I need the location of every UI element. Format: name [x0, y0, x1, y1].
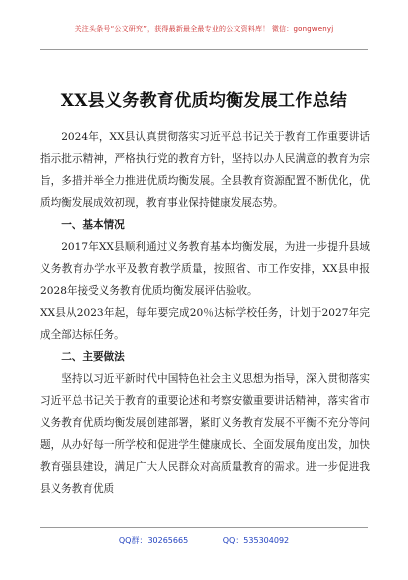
header-note: 关注头条号“公文研究”，获得最新最全最专业的公文资料库！ 微信：gongwenyj — [74, 25, 334, 33]
section2-paragraph-1: 坚持以习近平新时代中国特色社会主义思想为指导，深入贯彻落实习近平总书记关于教育的重要论述和考察安徽重要讲话精神，落实省市义务教育优质均衡发展创建部署，紧盯义务教育发展不平衡不充分等问题，从办好每一所学校和促进学生健康成长、全面发展角度出发，加快教育强县建设，满足广大人民群众对高质量教育的需求。进一步促进我县义务教育优质 — [40, 373, 370, 495]
section-heading-basic: 一、基本情况 — [61, 219, 125, 231]
document-title: XX县义务教育优质均衡发展工作总结 — [60, 91, 348, 111]
footer-qq-group: QQ群：30265665 — [118, 536, 189, 545]
footer — [0, 535, 408, 546]
document-body — [40, 126, 370, 500]
section-heading-practices: 二、主要做法 — [61, 351, 125, 363]
section1-paragraph-2: XX县从2023年起，每年要完成20％达标学校任务，计划于2027年完成全部达标任务。 — [40, 307, 370, 341]
intro-paragraph: 2024年，XX县认真贯彻落实习近平总书记关于教育工作重要讲话指示批示精神，严格执行党的教育方针，坚持以办人民满意的教育为宗旨，多措并举全力推进优质均衡发展。全县教育资源配置不断优化，优质均衡发展成效初现，教育事业保持健康发展态势。 — [40, 131, 370, 209]
footer-qq: QQ：535304092 — [222, 536, 290, 545]
header-divider — [40, 49, 368, 50]
footer-divider — [40, 527, 368, 528]
section1-paragraph-1: 2017年XX县顺利通过义务教育基本均衡发展，为进一步提升县域义务教育办学水平及教育教学质量，按照省、市工作安排，XX县申报2028年接受义务教育优质均衡发展评估验收。 — [40, 241, 370, 297]
